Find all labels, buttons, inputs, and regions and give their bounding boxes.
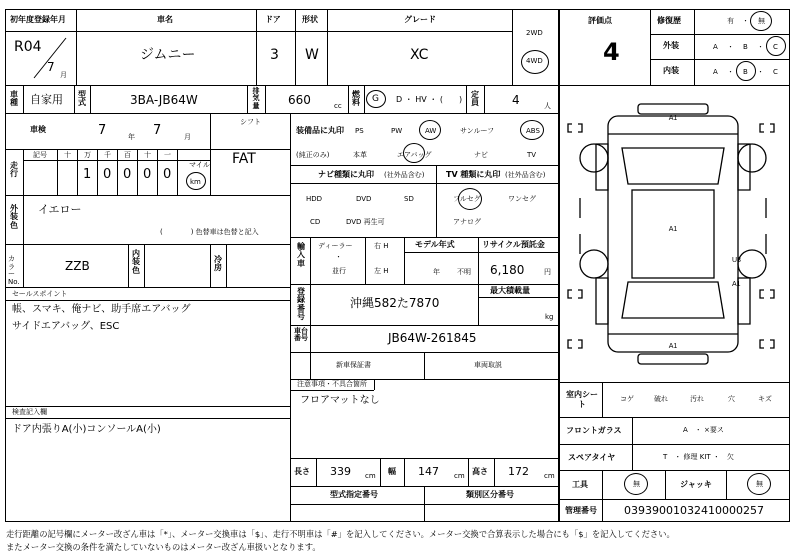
equip-tv: TV bbox=[527, 151, 537, 159]
mileage-label: 走行 bbox=[10, 161, 18, 179]
line bbox=[310, 237, 311, 284]
import-label: 輸入車 bbox=[297, 242, 305, 268]
line bbox=[310, 284, 311, 379]
line bbox=[5, 287, 290, 288]
import-parallel: 並行 bbox=[332, 267, 346, 275]
equip-aw: AW bbox=[425, 127, 437, 135]
line bbox=[650, 59, 790, 60]
line bbox=[210, 113, 211, 195]
line bbox=[144, 244, 145, 287]
line bbox=[665, 470, 666, 499]
windshield-value: A ・ ×要ス bbox=[683, 426, 724, 434]
line bbox=[57, 149, 58, 195]
ext-b: B bbox=[743, 43, 748, 51]
tv-fullseg: フルセグ bbox=[453, 195, 481, 203]
line bbox=[364, 85, 365, 113]
mileage-digit: 0 bbox=[123, 167, 132, 182]
capacity-label: 定員 bbox=[471, 90, 479, 108]
equip-airbag: エアバッグ bbox=[397, 151, 432, 159]
line bbox=[348, 85, 349, 113]
mile-label: マイル bbox=[189, 161, 210, 169]
mgmt-label: 管理番号 bbox=[565, 506, 597, 515]
tv-fullseg-circle bbox=[458, 188, 482, 210]
color-no-label: カラーNo. bbox=[8, 255, 20, 287]
spare-tire-label: スペアタイヤ bbox=[568, 453, 616, 462]
tv-sub: (社外品含む) bbox=[505, 171, 546, 179]
line bbox=[90, 85, 91, 113]
mileage-digit: 0 bbox=[163, 167, 172, 182]
line bbox=[177, 149, 178, 195]
footer-line2: またメーター交換の条件を満たしていないものはメーター改ざん車扱いとなります。 bbox=[6, 542, 321, 552]
int-dot2: ・ bbox=[757, 68, 764, 76]
ext-a: A bbox=[713, 43, 718, 51]
notes-label: 注意事項・不具合箇所 bbox=[297, 380, 367, 388]
diagram-label-a1-side: A1 bbox=[732, 281, 741, 288]
equip-abs-circle bbox=[520, 120, 544, 140]
windshield-label: フロントガラス bbox=[566, 426, 622, 435]
line bbox=[290, 237, 559, 238]
line bbox=[650, 34, 790, 35]
line bbox=[559, 382, 790, 383]
vehicle-damage-diagram bbox=[560, 86, 789, 382]
line bbox=[327, 9, 328, 85]
type-designation-label: 型式指定番号 bbox=[330, 490, 378, 499]
mgmt-value: 03939001032410000257 bbox=[624, 504, 764, 517]
line bbox=[265, 85, 266, 113]
ext-c-circle bbox=[766, 36, 786, 56]
line bbox=[5, 300, 290, 301]
line bbox=[365, 237, 366, 284]
color-no: ZZB bbox=[65, 259, 90, 273]
cc-unit: cc bbox=[334, 102, 342, 110]
sales-points-line1: 帳、スマキ、俺ナビ、助手席エアバッグ bbox=[12, 304, 191, 315]
repair-no: 無 bbox=[758, 17, 765, 25]
navi-cd: CD bbox=[310, 218, 321, 226]
repair-sep: ・ bbox=[742, 17, 749, 25]
line bbox=[5, 149, 290, 150]
equip-leather: 本革 bbox=[353, 151, 367, 159]
sheet-scorch: コゲ bbox=[620, 395, 634, 403]
inspection-notes-label: 検査記入欄 bbox=[12, 408, 47, 416]
line bbox=[210, 244, 211, 287]
line bbox=[290, 113, 291, 522]
fuel-gasoline: G bbox=[372, 94, 379, 104]
capacity-unit: 人 bbox=[544, 102, 551, 110]
mileage-digit: 0 bbox=[143, 167, 152, 182]
navi-dvd: DVD bbox=[356, 195, 372, 203]
equip-sunroof: サンルーフ bbox=[460, 127, 495, 135]
equip-pw: PW bbox=[391, 127, 403, 135]
line bbox=[424, 352, 425, 379]
refrigerator-label: 冷房 bbox=[214, 255, 222, 273]
grade-label: グレード bbox=[404, 15, 436, 24]
first-reg-month: 7 bbox=[47, 60, 55, 74]
tools-label: 工具 bbox=[572, 480, 588, 489]
length-value: 339 bbox=[330, 465, 351, 478]
model-label: 型式 bbox=[78, 90, 86, 108]
digit-header: 百 bbox=[124, 151, 131, 159]
repair-no-circle bbox=[750, 11, 772, 31]
line bbox=[247, 85, 248, 113]
line bbox=[316, 458, 317, 486]
line bbox=[468, 458, 469, 486]
line bbox=[478, 237, 479, 325]
line bbox=[76, 9, 77, 85]
line bbox=[559, 417, 790, 418]
car-name-label: 車名 bbox=[157, 15, 173, 24]
drive-4wd: 4WD bbox=[526, 57, 543, 65]
ext-dot: ・ bbox=[727, 43, 734, 51]
digit-header: 万 bbox=[84, 151, 91, 159]
color-value: イエロー bbox=[38, 203, 82, 216]
inspection-year-unit: 年 bbox=[128, 133, 135, 141]
equip-abs: ABS bbox=[526, 127, 540, 135]
shape-label: 形状 bbox=[302, 15, 318, 24]
line bbox=[602, 470, 603, 522]
new-car-warranty: 新車保証書 bbox=[336, 361, 371, 369]
sheet-tear: 破れ bbox=[654, 395, 668, 403]
equip-aw-circle bbox=[419, 120, 441, 140]
line bbox=[512, 9, 513, 85]
repair-yes: 有 bbox=[727, 17, 734, 25]
recycle-value: 6,180 bbox=[490, 263, 525, 277]
line bbox=[694, 9, 695, 85]
km-label: km bbox=[190, 178, 201, 186]
doors: 3 bbox=[270, 47, 279, 63]
equip-airbag-circle bbox=[403, 143, 425, 163]
int-b: B bbox=[743, 68, 748, 76]
navi-sd: SD bbox=[404, 195, 414, 203]
ext-c: C bbox=[773, 43, 778, 51]
line bbox=[404, 458, 405, 486]
line bbox=[137, 149, 138, 195]
inspection-label: 車検 bbox=[30, 125, 46, 134]
line bbox=[5, 195, 290, 196]
first-reg-era: R04 bbox=[14, 39, 42, 55]
inspection-month: 7 bbox=[153, 123, 162, 138]
line bbox=[484, 85, 485, 113]
line bbox=[5, 406, 290, 407]
mileage-digit: 0 bbox=[103, 167, 112, 182]
inspection-year: 7 bbox=[98, 123, 107, 138]
navi-dvd-play: DVD 再生可 bbox=[346, 218, 385, 226]
line bbox=[559, 499, 790, 500]
owners-manual: 車両取説 bbox=[474, 361, 502, 369]
line bbox=[23, 149, 24, 195]
import-left-h: 左 H bbox=[374, 267, 389, 275]
color-change-note: ( ) 色替車は色替と記入 bbox=[160, 228, 259, 236]
import-right-h: 右 H bbox=[374, 242, 389, 250]
sheet-hole: 穴 bbox=[728, 395, 735, 403]
diagram-label-a1-mid: A1 bbox=[668, 226, 678, 233]
sales-points-label: セールスポイント bbox=[12, 290, 68, 298]
displacement: 660 bbox=[288, 93, 311, 107]
shift-label: シフト bbox=[240, 118, 261, 126]
equipment-label: 装備品に丸印 bbox=[296, 126, 344, 135]
line bbox=[466, 85, 467, 113]
diagram-label-a1-bottom: A1 bbox=[668, 343, 678, 350]
line bbox=[97, 149, 98, 195]
exterior-label: 外装 bbox=[663, 41, 679, 50]
equip-ps: PS bbox=[355, 127, 364, 135]
equipment-sub: (純正のみ) bbox=[296, 151, 330, 159]
int-b-circle bbox=[736, 61, 756, 81]
line bbox=[404, 237, 405, 284]
recycle-yen: 円 bbox=[544, 268, 551, 276]
width-unit: cm bbox=[454, 472, 465, 480]
line bbox=[374, 379, 375, 390]
fuel-other: D ・ HV ・ ( ) bbox=[396, 95, 463, 104]
int-dot: ・ bbox=[727, 68, 734, 76]
line bbox=[726, 470, 727, 499]
line bbox=[290, 183, 559, 184]
notes-value: フロアマットなし bbox=[300, 395, 380, 406]
fuel-label: 燃料 bbox=[352, 90, 360, 108]
line bbox=[5, 31, 512, 32]
line bbox=[5, 244, 290, 245]
jack-label: ジャッキ bbox=[680, 480, 712, 489]
color-label: 外装色 bbox=[10, 204, 18, 230]
digit-header: 十 bbox=[144, 151, 151, 159]
line bbox=[290, 284, 559, 285]
import-dot: ・ bbox=[335, 253, 342, 261]
capacity: 4 bbox=[512, 93, 520, 107]
line bbox=[559, 470, 790, 471]
score: 4 bbox=[603, 38, 620, 66]
line bbox=[650, 9, 651, 85]
line bbox=[157, 149, 158, 195]
shift: FAT bbox=[232, 151, 256, 167]
line bbox=[5, 85, 559, 86]
spare-tire-value: T ・ 修理 KIT ・ 欠 bbox=[663, 453, 734, 461]
line bbox=[117, 149, 118, 195]
line bbox=[424, 486, 425, 522]
line bbox=[436, 165, 437, 237]
model-year-unit: 年 bbox=[433, 268, 440, 276]
line bbox=[256, 9, 257, 85]
model: 3BA-JB64W bbox=[130, 93, 198, 107]
int-c: C bbox=[773, 68, 778, 76]
registration-value: 沖縄582た7870 bbox=[350, 296, 440, 310]
mileage-digit: 1 bbox=[83, 167, 92, 182]
repair-label: 修復歴 bbox=[657, 16, 681, 25]
interior-label: 内装 bbox=[663, 66, 679, 75]
line bbox=[602, 382, 603, 417]
first-reg-label: 初年度登録年月 bbox=[10, 15, 66, 24]
jack-value-circle bbox=[747, 473, 771, 495]
recycle-label: リサイクル預託金 bbox=[482, 240, 545, 249]
grade: XC bbox=[410, 47, 429, 63]
car-name: ジムニー bbox=[140, 47, 196, 63]
line bbox=[404, 252, 559, 253]
chassis-value: JB64W-261845 bbox=[388, 331, 477, 345]
registration-label: 登録番号 bbox=[297, 287, 305, 322]
model-year-label: モデル年式 bbox=[415, 240, 455, 249]
max-load-label: 最大積載量 bbox=[490, 286, 530, 295]
first-reg-month-unit: 月 bbox=[60, 71, 67, 79]
line bbox=[5, 418, 290, 419]
fuel-gasoline-circle bbox=[366, 90, 386, 108]
length-unit: cm bbox=[365, 472, 376, 480]
chassis-label: 車台番号 bbox=[294, 327, 308, 343]
tv-analog: アナログ bbox=[453, 218, 481, 226]
sales-points-line2: サイドエアバッグ、ESC bbox=[12, 321, 120, 332]
import-dealer: ディーラー bbox=[318, 242, 353, 250]
interior-color-label: 内装色 bbox=[132, 249, 140, 275]
line bbox=[494, 458, 495, 486]
height-value: 172 bbox=[508, 465, 529, 478]
width-value: 147 bbox=[418, 465, 439, 478]
tools-value-circle bbox=[624, 473, 648, 495]
line bbox=[380, 458, 381, 486]
line bbox=[290, 325, 559, 326]
tv-label: TV 種類に丸印 bbox=[446, 170, 501, 179]
line bbox=[632, 417, 633, 470]
line bbox=[77, 149, 78, 195]
height-label: 高さ bbox=[472, 467, 488, 476]
line bbox=[478, 297, 559, 298]
score-label: 評価点 bbox=[588, 16, 612, 25]
category-number-label: 類別区分番号 bbox=[466, 490, 514, 499]
line bbox=[226, 244, 227, 287]
navi-hdd: HDD bbox=[306, 195, 323, 203]
digit-header: 十 bbox=[64, 151, 71, 159]
diagram-label-u3: U3 bbox=[732, 257, 741, 264]
displacement-label: 排気量 bbox=[252, 87, 260, 110]
digit-header: 千 bbox=[104, 151, 111, 159]
drive-4wd-circle bbox=[521, 50, 549, 74]
inspection-notes-line1: ドア内張りA(小)コンソールA(小) bbox=[12, 424, 161, 435]
door-label: ドア bbox=[265, 15, 281, 24]
sheet-stain: 汚れ bbox=[690, 395, 704, 403]
digit-header: 一 bbox=[164, 151, 171, 159]
model-year-unknown: 不明 bbox=[457, 268, 471, 276]
km-circle bbox=[186, 172, 206, 190]
footer-line1: 走行距離の記号欄にメーター改ざん車は「*」、メーター交換車は「$」、走行不明車は「#」を記入してください。メーター交換で合算表示した場合にも「$」を記入してください。 bbox=[6, 529, 675, 539]
height-unit: cm bbox=[544, 472, 555, 480]
line bbox=[290, 390, 374, 391]
line bbox=[23, 195, 24, 287]
jack-value: 無 bbox=[756, 480, 763, 488]
line bbox=[5, 113, 559, 114]
navi-label: ナビ種類に丸印 bbox=[318, 170, 374, 179]
shape: W bbox=[305, 47, 319, 63]
line bbox=[290, 458, 559, 459]
inspection-month-unit: 月 bbox=[184, 133, 191, 141]
ext-dot2: ・ bbox=[757, 43, 764, 51]
line bbox=[290, 165, 559, 166]
tools-value: 無 bbox=[633, 480, 640, 488]
usage-label: 車種 bbox=[10, 90, 18, 108]
width-label: 幅 bbox=[388, 467, 396, 476]
drive-2wd: 2WD bbox=[526, 29, 543, 37]
usage: 自家用 bbox=[30, 93, 63, 106]
int-a: A bbox=[713, 68, 718, 76]
line bbox=[23, 85, 24, 113]
line bbox=[74, 85, 75, 113]
line bbox=[128, 244, 129, 287]
line bbox=[295, 9, 296, 85]
max-load-unit: kg bbox=[545, 313, 554, 321]
sheet-scratch: キズ bbox=[758, 395, 772, 403]
diagram-label-a1-top: A1 bbox=[668, 115, 678, 122]
interior-sheet-label: 室内シート bbox=[566, 390, 598, 410]
navi-sub: (社外品含む) bbox=[384, 171, 425, 179]
tv-oneseg: ワンセグ bbox=[508, 195, 536, 203]
equip-navi: ナビ bbox=[474, 151, 488, 159]
length-label: 長さ bbox=[294, 467, 310, 476]
mileage-symbol-label: 記号 bbox=[33, 151, 47, 159]
line bbox=[559, 444, 790, 445]
